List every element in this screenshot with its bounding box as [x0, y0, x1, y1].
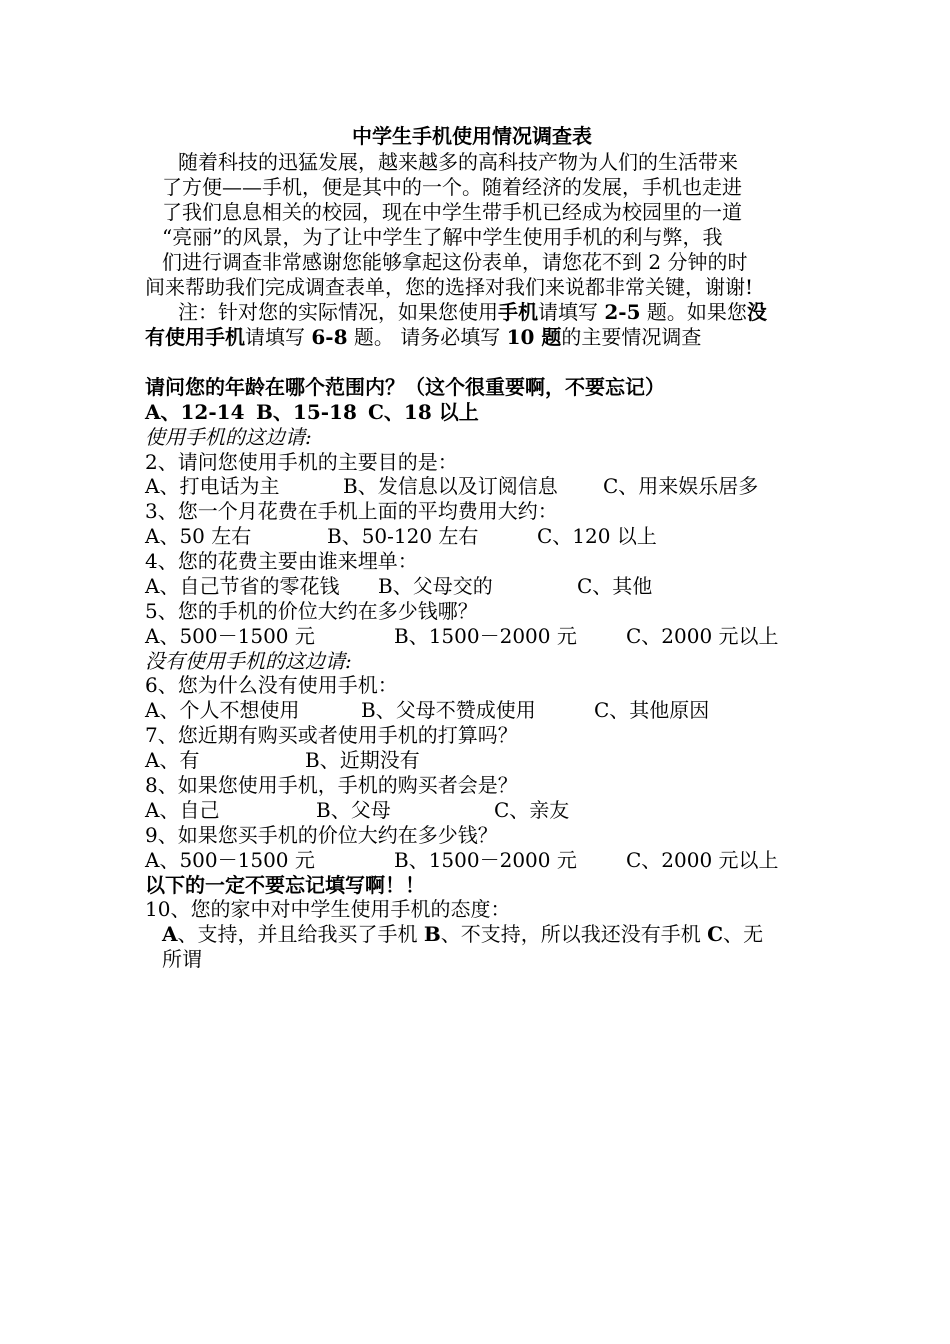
note-emphasis: 没: [746, 300, 767, 324]
question-8: 8、如果您使用手机，手机的购买者会是？: [145, 773, 518, 797]
question-4: 4、您的花费主要由谁来埋单：: [145, 549, 418, 573]
option-a[interactable]: 、支持，并且给我买了手机: [177, 922, 418, 946]
option-a[interactable]: A、自己节省的零花钱: [145, 574, 340, 598]
option-c[interactable]: C、120 以上: [537, 524, 657, 548]
option-a[interactable]: A、50 左右: [145, 524, 252, 548]
note-text: 题。 请务必填写: [347, 325, 507, 349]
option-a[interactable]: A、个人不想使用: [145, 698, 300, 722]
section-heading-non-users: 没有使用手机的这边请:: [145, 649, 352, 673]
option-c-letter[interactable]: C: [707, 922, 724, 946]
question-10-options: [162, 922, 763, 946]
note-line: [145, 325, 701, 349]
question-5: 5、您的手机的价位大约在多少钱哪？: [145, 599, 478, 623]
option-a[interactable]: A、12-14: [145, 400, 245, 424]
intro-line: 随着科技的迅猛发展，越来越多的高科技产物为人们的生活带来: [178, 150, 738, 174]
note-emphasis: 10 题: [506, 325, 562, 349]
option-c-continued[interactable]: 所谓: [162, 947, 202, 971]
note-text: 注：针对您的实际情况，如果您使用: [178, 300, 498, 324]
option-c[interactable]: 、无: [723, 922, 764, 946]
intro-line: 了方便——手机，便是其中的一个。随着经济的发展，手机也走进: [162, 175, 742, 199]
option-c[interactable]: C、其他原因: [594, 698, 710, 722]
option-b[interactable]: B、1500－2000 元: [394, 624, 577, 648]
note-text: 请填写: [245, 325, 312, 349]
option-b-letter[interactable]: B: [423, 922, 441, 946]
option-b[interactable]: B、父母不赞成使用: [361, 698, 536, 722]
option-b[interactable]: B、近期没有: [305, 748, 420, 772]
option-c[interactable]: C、亲友: [494, 798, 570, 822]
option-b[interactable]: B、父母交的: [378, 574, 493, 598]
reminder-heading: 以下的一定不要忘记填写啊！！: [145, 873, 425, 897]
option-c[interactable]: C、用来娱乐居多: [603, 474, 759, 498]
intro-line: 了我们息息相关的校园，现在中学生带手机已经成为校园里的一道: [162, 200, 742, 224]
option-a[interactable]: A、500－1500 元: [145, 624, 315, 648]
option-c[interactable]: C、18 以上: [368, 400, 479, 424]
intro-line: “亮丽”的风景，为了让中学生了解中学生使用手机的利与弊，我: [162, 225, 723, 249]
question-7: 7、您近期有购买或者使用手机的打算吗？: [145, 723, 518, 747]
option-b[interactable]: B、发信息以及订阅信息: [343, 474, 558, 498]
option-b[interactable]: B、1500－2000 元: [394, 848, 577, 872]
option-b[interactable]: B、15-18: [256, 400, 357, 424]
page-title: 中学生手机使用情况调查表: [352, 124, 592, 148]
note-emphasis: 手机: [498, 300, 538, 324]
option-b[interactable]: B、父母: [316, 798, 391, 822]
question-6: 6、您为什么没有使用手机：: [145, 673, 398, 697]
question-1: 请问您的年龄在哪个范围内？（这个很重要啊，不要忘记）: [145, 375, 665, 399]
option-b[interactable]: B、50-120 左右: [327, 524, 479, 548]
option-a-letter[interactable]: A: [162, 922, 178, 946]
note-emphasis: 6-8: [311, 325, 348, 349]
note-emphasis: 2-5: [604, 300, 641, 324]
option-a[interactable]: A、有: [145, 748, 200, 772]
option-c[interactable]: C、2000 元以上: [626, 848, 779, 872]
note-emphasis: 有使用手机: [145, 325, 245, 349]
note-text: 请填写: [538, 300, 605, 324]
option-b[interactable]: 、不支持，所以我还没有手机: [440, 922, 701, 946]
question-9: 9、如果您买手机的价位大约在多少钱？: [145, 823, 498, 847]
intro-line: 们进行调查非常感谢您能够拿起这份表单，请您花不到 2 分钟的时: [162, 250, 748, 274]
note-line: [178, 300, 767, 324]
question-3: 3、您一个月花费在手机上面的平均费用大约：: [145, 499, 558, 523]
question-2: 2、请问您使用手机的主要目的是：: [145, 450, 458, 474]
note-text: 的主要情况调查: [561, 325, 702, 349]
option-a[interactable]: A、打电话为主: [145, 474, 280, 498]
question-10: 10、您的家中对中学生使用手机的态度：: [145, 897, 511, 921]
option-c[interactable]: C、其他: [577, 574, 653, 598]
option-c[interactable]: C、2000 元以上: [626, 624, 779, 648]
intro-line: 间来帮助我们完成调查表单，您的选择对我们来说都非常关键，谢谢!: [145, 275, 754, 299]
note-text: 题。如果您: [640, 300, 747, 324]
section-heading-phone-users: 使用手机的这边请:: [145, 425, 312, 449]
option-a[interactable]: A、500－1500 元: [145, 848, 315, 872]
option-a[interactable]: A、自己: [145, 798, 220, 822]
